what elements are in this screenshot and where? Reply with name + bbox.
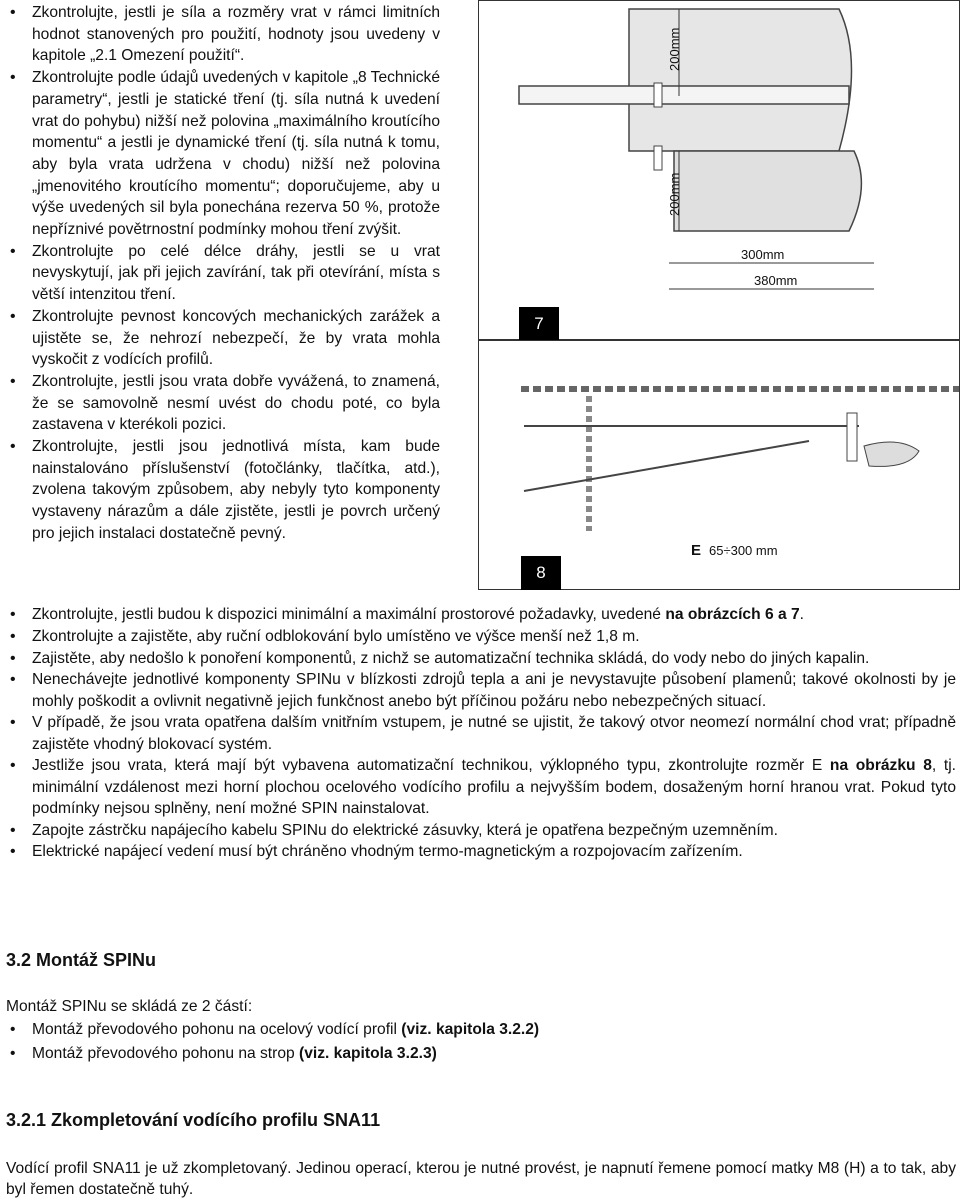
- section-3-2-list: [6, 1018, 806, 1066]
- section-heading-3-2: 3.2 Montáž SPINu: [6, 950, 157, 970]
- left-bullet-list: [6, 2, 440, 545]
- dim-label: 380mm: [754, 273, 798, 288]
- list-item: • Zapojte zástrčku napájecího kabelu SPINu do elektrické zásuvky, která je opatřena bezpečným uzemněním.: [6, 820, 956, 841]
- list-item: • Montáž převodového pohonu na strop (viz. kapitola 3.2.3): [6, 1042, 806, 1066]
- list-item: • Nenechávejte jednotlivé komponenty SPINu v blízkosti zdrojů tepla a ani je nevystavujte působení plamenů; takové okolnosti by je mohly poškodit a ovlivnit negativně jejich funkčnost anebo být příčinou požáru nebo nebezpečných situací.: [6, 669, 956, 711]
- list-item: • Zkontrolujte, jestli jsou vrata dobře vyvážená, to znamená, že se samovolně nesmí uvést do chodu poté, co byla zastavena v kterékoli pozici.: [6, 371, 440, 436]
- list-item: • Jestliže jsou vrata, která mají být vybavena automatizační technikou, výklopného typu, zkontrolujte rozměr E na obrázku 8, tj. minimální vzdálenost mezi horní plochou ocelového vodícího profilu a nejvyšším bodem, dosaženým horní hranou vrat. Pokud tyto podmínky nejsou splněny, není možné SPIN nainstalovat.: [6, 755, 956, 819]
- list-item: • Zkontrolujte, jestli budou k dispozici minimální a maximální prostorové požadavky, uvedené na obrázcích 6 a 7.: [6, 604, 956, 625]
- section-3-2-intro: Montáž SPINu se skládá ze 2 částí:: [6, 998, 253, 1015]
- full-bullet-list: [6, 604, 956, 863]
- figure-8-drawing: [479, 341, 959, 589]
- figure-7-drawing: [479, 1, 959, 339]
- list-item: • Elektrické napájecí vedení musí být chráněno vhodným termo-magnetickým a rozpojovacím zařízením.: [6, 841, 956, 862]
- section-3-2-1-body: Vodící profil SNA11 je už zkompletovaný. Jedinou operací, kterou je nutné provést, je napnutí řemene pomocí matky M8 (H) a to tak, aby byl řemen dostatečně tuhý.: [6, 1160, 956, 1198]
- list-item: • Zkontrolujte po celé délce dráhy, jestli se u vrat nevyskytují, jak při jejich zavírání, tak při otevírání, místa s větší intenzitou tření.: [6, 241, 440, 306]
- figure-7-label: 7: [519, 307, 559, 341]
- list-item: • Zajistěte, aby nedošlo k ponoření komponentů, z nichž se automatizační technika skládá, do vody nebo do jiných kapalin.: [6, 648, 956, 669]
- dim-label: 200mm: [667, 27, 682, 71]
- e-letter: E: [691, 542, 702, 559]
- section-heading-3-2-1: 3.2.1 Zkompletování vodícího profilu SNA11: [6, 1110, 381, 1130]
- dim-label: 300mm: [741, 247, 785, 262]
- figure-8-label: 8: [521, 556, 561, 590]
- figure-8: [478, 340, 960, 590]
- list-item: • Zkontrolujte podle údajů uvedených v kapitole „8 Technické parametry“, jestli je statické tření (tj. síla nutná k uvedení vrat do pohybu) nižší než polovina „maximálního kroutícího momentu“ a jestli je dynamické tření (tj. síla nutná k tomu, aby byla vrata udržena v chodu) nižší než polovina „jmenovitého kroutícího momentu“; doporučujeme, aby u výše uvedených sil byla ponechána rezerva 50 %, protože nepříznivé povětrnostní podmínky mohou tření zvýšit.: [6, 67, 440, 241]
- list-item: • Zkontrolujte, jestli jsou jednotlivá místa, kam bude nainstalováno příslušenství (fotočlánky, tlačítka, atd.), zvolena takovým způsobem, aby nebyly tyto komponenty vystaveny nárazům a dále zjistěte, jestli je povrch určený pro jejich instalaci dostatečně pevný.: [6, 436, 440, 545]
- list-item: • V případě, že jsou vrata opatřena dalším vnitřním vstupem, je nutné se ujistit, že takový otvor neomezí normální chod vrat; případně zajistěte vhodný blokovací systém.: [6, 712, 956, 754]
- dim-label: 200mm: [667, 172, 682, 216]
- list-item: • Zkontrolujte a zajistěte, aby ruční odblokování bylo umístěno ve výšce menší než 1,8 m.: [6, 626, 956, 647]
- list-item: • Zkontrolujte pevnost koncových mechanických zarážek a ujistěte se, že nehrozí nebezpečí, že by vrata mohla vyskočit z vodících profilů.: [6, 306, 440, 371]
- figure-7: [478, 0, 960, 340]
- list-item: • Montáž převodového pohonu na ocelový vodící profil (viz. kapitola 3.2.2): [6, 1018, 806, 1042]
- list-item: • Zkontrolujte, jestli je síla a rozměry vrat v rámci limitních hodnot stanovených pro použití, hodnoty jsou uvedeny v kapitole „2.1 Omezení použití“.: [6, 2, 440, 67]
- e-range: 65÷300 mm: [709, 543, 778, 558]
